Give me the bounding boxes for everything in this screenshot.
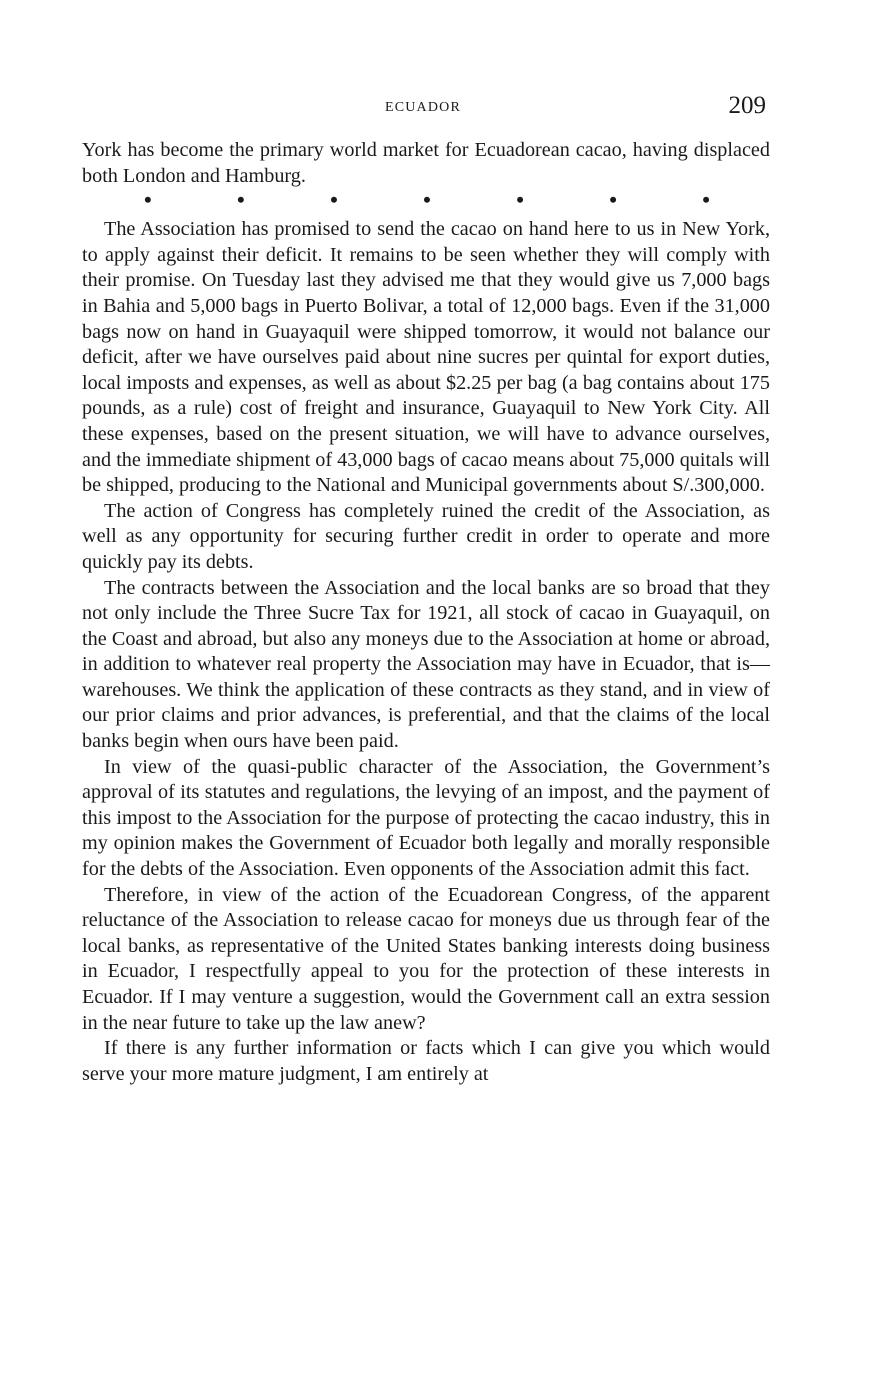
ellipsis-dot: •	[423, 187, 431, 213]
paragraph: In view of the quasi-public character of the Association, the Government’s approval of its statutes and regulations, the levying of an impost, and the payment of this impost to the Association for the purpose of protecting the cacao industry, this in my opinion makes the Government of Ecuador both legally and morally responsible for the debts of the Association. Even opponents of the Association admit this fact.	[82, 755, 770, 881]
ellipsis-dot: •	[330, 187, 338, 213]
ellipsis-dot: •	[702, 187, 710, 213]
paragraph: The action of Congress has completely ruined the credit of the Association, as well as any opportunity for securing further credit in order to operate and more quickly pay its debts.	[82, 499, 770, 573]
ellipsis-dot: •	[237, 187, 245, 213]
page-header	[78, 92, 768, 126]
paragraph: If there is any further information or facts which I can give you which would serve your more mature judgment, I am entirely at	[82, 1037, 770, 1085]
paragraph: The Association has promised to send the cacao on hand here to us in New York, to apply against their deficit. It remains to be seen whether they will comply with their promise. On Tuesday last they advised me that they would give us 7,000 bags in Bahia and 5,000 bags in Puerto Bolivar, a total of 12,000 bags. Even if the 31,000 bags now on hand in Guayaquil were shipped tomorrow, it would not balance our deficit, after we have ourselves paid about nine sucres per quintal for export duties, local imposts and expenses, as well as about $2.25 per bag (a bag contains about 175 pounds, as a rule) cost of freight and insurance, Guayaquil to New York City. All these expenses, based on the present situation, we will have to advance ourselves, and the immediate shipment of 43,000 bags of cacao means about 75,000 quitals will be shipped, producing to the National and Municipal governments about S/.300,000.	[82, 218, 770, 497]
paragraph: Therefore, in view of the action of the Ecuadorean Congress, of the apparent reluctance of the Association to release cacao for moneys due us through fear of the local banks, as representative of the United States banking interests doing business in Ecuador, I respectfully appeal to you for the protection of these interests in Ecuador. If I may venture a suggestion, would the Government call an extra session in the near future to take up the law anew?	[82, 883, 770, 1034]
paragraph: The contracts between the Association and the local banks are so broad that they not only include the Three Sucre Tax for 1921, all stock of cacao in Guayaquil, on the Coast and abroad, but also any moneys due to the Association at home or abroad, in addition to whatever real property the Association may have in Ecuador, that is—warehouses. We think the application of these contracts as they stand, and in view of our prior claims and prior advances, is preferential, and that the claims of the local banks begin when ours have been paid.	[82, 576, 770, 753]
running-head: ECUADOR	[384, 100, 462, 115]
ellipsis-dot: •	[144, 187, 152, 213]
ellipsis-separator	[82, 189, 770, 217]
body-text	[82, 138, 770, 1087]
page-number: 209	[728, 92, 766, 119]
ellipsis-dot: •	[609, 187, 617, 213]
ellipsis-dot: •	[516, 187, 524, 213]
paragraph-continued: York has become the primary world market for Ecuadorean cacao, having displaced both London and Hamburg.	[82, 139, 770, 187]
